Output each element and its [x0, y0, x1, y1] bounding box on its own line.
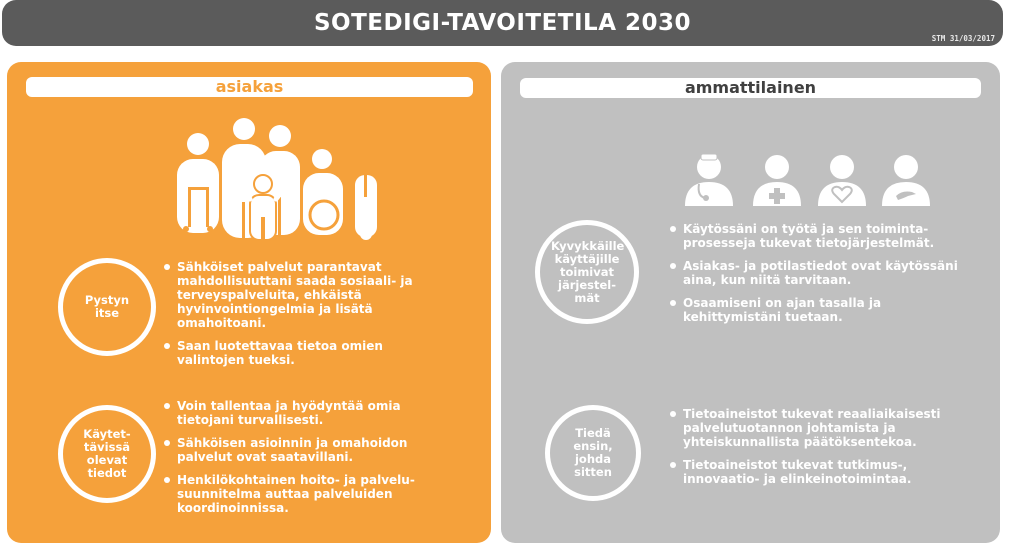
list-item: Voin tallentaa ja hyödyntää omia tietojani turvallisesti.	[163, 399, 421, 427]
professional-bullets-2	[669, 407, 959, 495]
client-bullets-1	[163, 260, 413, 376]
list-item: Asiakas- ja potilastiedot ovat käytössäni aina, kun niitä tarvitaan.	[669, 259, 959, 287]
circle-tieda-ensin-johda-sitten	[545, 405, 641, 501]
client-panel	[7, 62, 491, 543]
professional-panel	[501, 62, 1000, 543]
list-item: Käytössäni on työtä ja sen toiminta-prosesseja tukevat tietojärjestelmät.	[669, 222, 959, 250]
page-title: SOTEDIGI-TAVOITETILA 2030	[313, 10, 692, 36]
circle-pystyn-itse	[58, 258, 156, 356]
circle-label: Kyvykkäille käyttäjille toimivat järjestel-mät	[551, 238, 625, 305]
list-item: Sähköiset palvelut parantavat mahdollisuuttani saada sosiaali- ja terveyspalveluita, ehkäistä hyvinvointiongelmia ja lisätä omahoitoani.	[163, 260, 413, 330]
list-item: Sähköisen asioinnin ja omahoidon palvelut ovat saatavillani.	[163, 436, 421, 464]
list-item: Tietoaineistot tukevat tutkimus-, innovaatio- ja elinkeinotoimintaa.	[669, 458, 959, 486]
circle-label: Pystyn itse	[84, 293, 130, 320]
nurse-cross-icon	[749, 152, 805, 212]
family-group-icon	[172, 117, 382, 246]
title-banner	[2, 0, 1003, 46]
professional-heading: ammattilainen	[520, 78, 981, 98]
list-item: Osaamiseni on ajan tasalla ja kehittymistäni tuetaan.	[669, 296, 959, 324]
client-heading: asiakas	[26, 77, 473, 97]
professional-bullets-1	[669, 222, 959, 333]
reference-stamp: STM 31/03/2017	[931, 34, 995, 43]
caregiver-heart-icon	[814, 152, 870, 212]
list-item: Saan luotettavaa tietoa omien valintojen tueksi.	[163, 339, 413, 367]
circle-label: Käytet-tävissä olevat tiedot	[83, 427, 131, 480]
doctor-icon	[681, 152, 737, 212]
circle-kyvykkaille-kayttajille	[535, 220, 639, 324]
client-bullets-2	[163, 399, 421, 524]
list-item: Henkilökohtainen hoito- ja palvelu-suunnitelma auttaa palveluiden koordinoinnissa.	[163, 473, 421, 515]
helping-hand-icon	[878, 152, 934, 212]
circle-label: Tiedä ensin, johda sitten	[573, 426, 613, 479]
circle-kaytettavissa-olevat-tiedot	[58, 405, 156, 503]
list-item: Tietoaineistot tukevat reaaliaikaisesti palvelutuotannon johtamista ja yhteiskunnallista päätöksentekoa.	[669, 407, 959, 449]
